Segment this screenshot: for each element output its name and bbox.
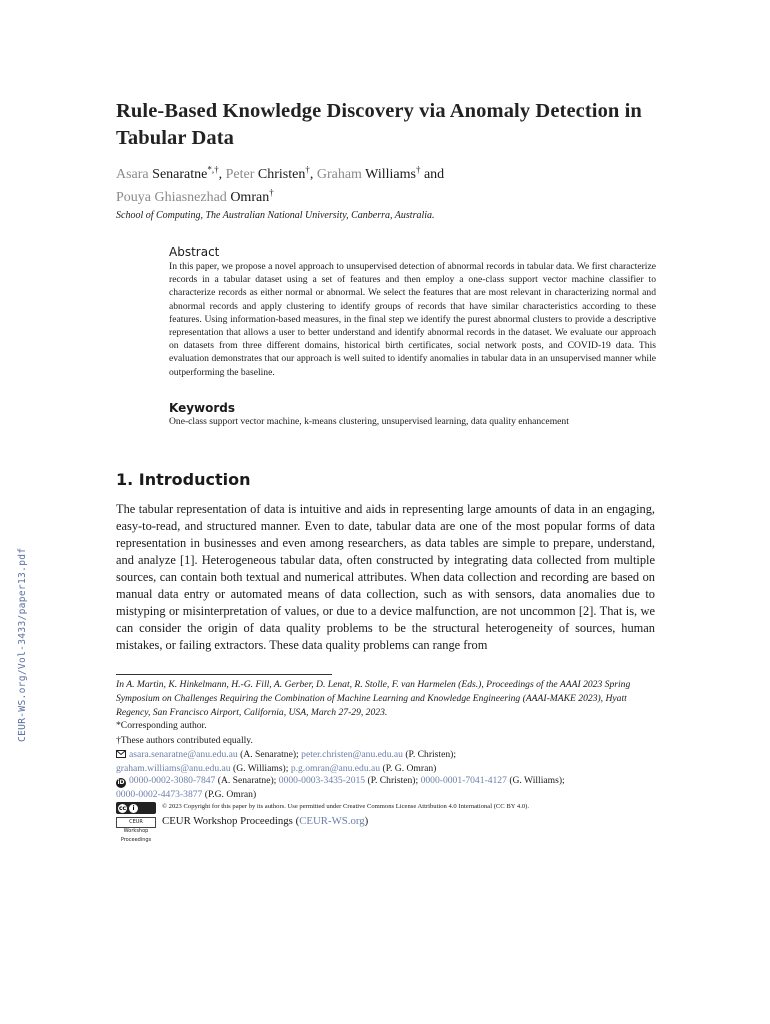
sidebar-url-link[interactable] bbox=[8, 532, 26, 742]
envelope-icon bbox=[116, 750, 126, 758]
email-owner: (P. Christen); bbox=[405, 749, 456, 760]
abstract-body: In this paper, we propose a novel approach to unsupervised detection of abnormal records in tabular data. We first characterize records in a tabular dataset using a set of features and then employ a one-class support vector machine classifier to characterize records as either normal or abnormal. We select the features that are most relevant in characterizing normal and abnormal records and apply clustering to identify groups of records that have similar characteristics according to these features. Using information-based measures, in the final step we identify the purest abnormal clusters to provide a descriptive representation that allows a user to better understand and identify abnormal records in the dataset. We evaluate our approach on datasets from three different domains, historical birth certificates, social network posts, and COVID-19 data. This evaluation demonstrates that our approach is well suited to identify anomalies in tabular data in an unsupervised manner while outperforming the baseline. bbox=[169, 261, 656, 378]
email-owner: (P. G. Omran) bbox=[382, 763, 437, 774]
section-heading: 1. Introduction bbox=[116, 470, 251, 489]
ceur-close: ) bbox=[364, 815, 369, 827]
orcid-link[interactable]: 0000-0003-3435-2015 bbox=[278, 775, 366, 786]
email-link[interactable]: peter.christen@anu.edu.au bbox=[301, 749, 403, 760]
author-list bbox=[116, 160, 676, 207]
footnote-orcids bbox=[116, 774, 656, 802]
author-given-name: Asara bbox=[116, 166, 149, 182]
author-given-name: Pouya Ghiasnezhad bbox=[116, 190, 227, 206]
author-3 bbox=[316, 164, 445, 182]
author-2: Peter Christen†, bbox=[225, 164, 314, 182]
email-link[interactable]: asara.senaratne@anu.edu.au bbox=[129, 749, 238, 760]
orcid-link[interactable]: 0000-0002-3080-7847 bbox=[129, 775, 216, 786]
author-marks: † bbox=[415, 164, 421, 174]
author-given-name: Graham bbox=[316, 166, 362, 182]
email-link[interactable]: p.g.omran@anu.edu.au bbox=[290, 763, 381, 774]
footnote-emails bbox=[116, 748, 656, 776]
affiliation: School of Computing, The Australian National University, Canberra, Australia. bbox=[116, 210, 435, 221]
author-marks: † bbox=[305, 164, 310, 174]
introduction-paragraph: The tabular representation of data is intuitive and aids in representing large amounts of data in an engaging, easy-to-read, and structured manner. Even to date, tabular data are one of the most popular forms of data representation in businesses and even among researchers, as data tables are simple to prepare, understand, and analyze [1]. Heterogeneous tabular data, often constructed by integrating data collected from multiple sources, can contain both textual and numerical attributes. When data collection and recording are based on manual data entry or automated means of data collection, such as with sensors, data anomalies due to mistyping or misinterpretation of values, or due to a device malfunction, are not uncommon [2]. That is, we can consider the origin of data quality problems to be the structural heterogeneity of sources, human mistakes, or failing extractors. These data quality problems can range from bbox=[116, 502, 655, 652]
email-link[interactable]: graham.williams@anu.edu.au bbox=[116, 763, 231, 774]
author-family-name: Williams bbox=[365, 166, 416, 182]
author-family-name: Omran bbox=[230, 190, 270, 206]
footnote-equal-contribution: †These authors contributed equally. bbox=[116, 735, 253, 746]
abstract-heading: Abstract bbox=[169, 245, 220, 259]
author-family-name: Senaratne bbox=[152, 166, 208, 182]
orcid-link[interactable]: 0000-0002-4473-3877 bbox=[116, 789, 203, 800]
footnote-divider bbox=[116, 674, 332, 675]
orcid-owner: (G. Williams); bbox=[509, 775, 565, 786]
orcid-owner: (P.G. Omran) bbox=[204, 789, 257, 800]
email-owner: (A. Senaratne); bbox=[240, 749, 302, 760]
orcid-icon: iD bbox=[117, 779, 125, 786]
ceur-ws-link[interactable]: CEUR-WS.org bbox=[299, 815, 365, 827]
author-marks: † bbox=[269, 187, 274, 198]
paper-title: Rule-Based Knowledge Discovery via Anomaly Detection in Tabular Data bbox=[116, 100, 642, 149]
ceur-proceedings-line bbox=[162, 815, 368, 827]
orcid-owner: (P. Christen); bbox=[367, 775, 421, 786]
author-and: and bbox=[423, 166, 445, 182]
ceur-logo-icon: CEUR Workshop Proceedings bbox=[116, 817, 156, 828]
license-text: © 2023 Copyright for this paper by its authors. Use permitted under Creative Commons License Attribution 4.0 International (CC BY 4.0). bbox=[162, 803, 529, 810]
author-4 bbox=[116, 187, 274, 206]
keywords-body: One-class support vector machine, k-means clustering, unsupervised learning, data quality enhancement bbox=[169, 416, 569, 427]
orcid-link[interactable]: 0000-0001-7041-4127 bbox=[420, 775, 507, 786]
author-family-name: Christen bbox=[257, 166, 306, 182]
sidebar-url-text: CEUR-WS.org/Vol-3433/paper13.pdf bbox=[17, 547, 28, 742]
orcid-owner: (A. Senaratne); bbox=[217, 775, 279, 786]
author-1: Asara Senaratne*,†, bbox=[116, 164, 223, 182]
author-marks: *,† bbox=[207, 164, 219, 174]
keywords-heading: Keywords bbox=[169, 401, 236, 415]
footnote-corresponding: *Corresponding author. bbox=[116, 720, 207, 731]
email-owner: (G. Williams); bbox=[233, 763, 291, 774]
cc-by-icon: cc i bbox=[116, 802, 156, 814]
footnote-proceedings: In A. Martin, K. Hinkelmann, H.-G. Fill, A. Gerber, D. Lenat, R. Stolle, F. van Harmelen (Eds.), Proceedings of the AAAI 2023 Spring Symposium on Challenges Requiring the Combination of Machine Learning and Knowledge Engineering (AAAI-MAKE 2023), Hyatt Regency, San Francisco Airport, California, USA, March 27-29, 2023. bbox=[116, 679, 631, 718]
author-given-name: Peter bbox=[225, 166, 255, 182]
ceur-label: CEUR Workshop Proceedings ( bbox=[162, 815, 300, 827]
